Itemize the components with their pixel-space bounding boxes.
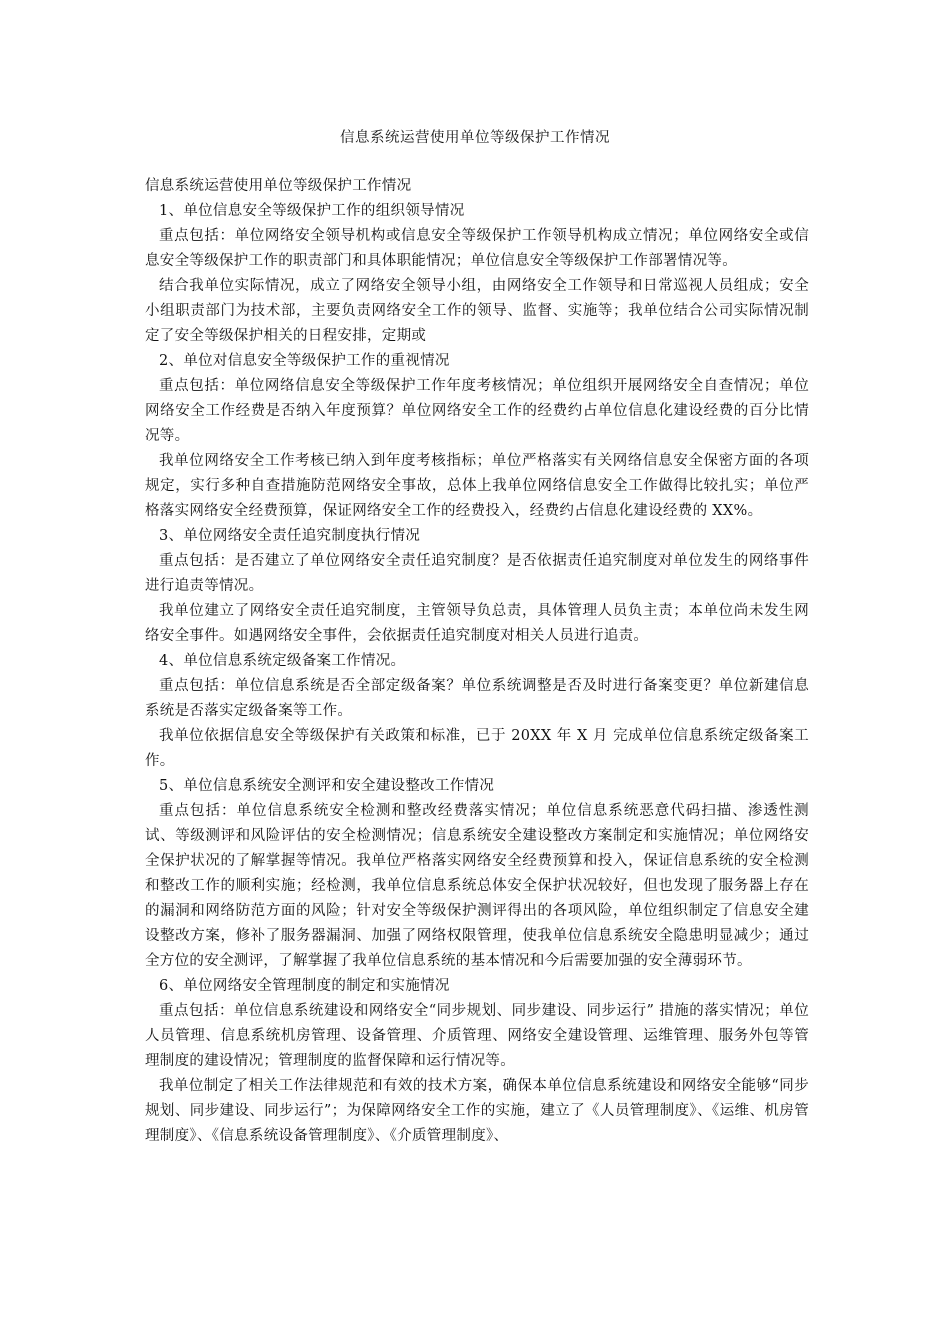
section-6-key-points: 重点包括：单位信息系统建设和网络安全“同步规划、同步建设、同步运行” 措施的落实情况；单位人员管理、信息系统机房管理、设备管理、介质管理、网络安全建设管理、运维管理、服务外包等管理制度的建设情况；管理制度的监督保障和运行情况等。 bbox=[145, 1003, 809, 1069]
body-paragraph-heading: 信息系统运营使用单位等级保护工作情况 bbox=[145, 178, 412, 194]
document-body bbox=[145, 174, 809, 1149]
section-heading-3: 3、单位网络安全责任追究制度执行情况 bbox=[159, 528, 421, 544]
section-4-key-points: 重点包括：单位信息系统是否全部定级备案？单位系统调整是否及时进行备案变更？单位新建信息系统是否落实定级备案等工作。 bbox=[145, 678, 809, 719]
document-title: 信息系统运营使用单位等级保护工作情况 bbox=[340, 130, 610, 146]
section-4-response: 我单位依据信息安全等级保护有关政策和标准，已于 20XX 年 X 月 完成单位信息系统定级备案工作。 bbox=[145, 728, 809, 769]
section-heading-2: 2、单位对信息安全等级保护工作的重视情况 bbox=[159, 353, 450, 369]
section-3-response: 我单位建立了网络安全责任追究制度，主管领导负总责，具体管理人员负主责；本单位尚未发生网络安全事件。如遇网络安全事件，会依据责任追究制度对相关人员进行追责。 bbox=[145, 603, 809, 644]
section-2-response: 我单位网络安全工作考核已纳入到年度考核指标；单位严格落实有关网络信息安全保密方面的各项规定，实行多种自查措施防范网络安全事故，总体上我单位网络信息安全工作做得比较扎实；单位严格落实网络安全经费预算，保证网络安全工作的经费投入，经费约占信息化建设经费的 XX%。 bbox=[145, 453, 809, 519]
section-heading-4: 4、单位信息系统定级备案工作情况。 bbox=[159, 653, 406, 669]
section-heading-5: 5、单位信息系统安全测评和安全建设整改工作情况 bbox=[159, 778, 495, 794]
section-1-key-points: 重点包括：单位网络安全领导机构或信息安全等级保护工作领导机构成立情况；单位网络安全或信息安全等级保护工作的职责部门和具体职能情况；单位信息安全等级保护工作部署情况等。 bbox=[145, 228, 809, 269]
section-1-response: 结合我单位实际情况，成立了网络安全领导小组，由网络安全工作领导和日常巡视人员组成；安全小组职责部门为技术部，主要负责网络安全工作的领导、监督、实施等；我单位结合公司实际情况制定了安全等级保护相关的日程安排，定期或 bbox=[145, 278, 809, 344]
section-5-key-points: 重点包括：单位信息系统安全检测和整改经费落实情况；单位信息系统恶意代码扫描、渗透性测试、等级测评和风险评估的安全检测情况；信息系统安全建设整改方案制定和实施情况；单位网络安全保护状况的了解掌握等情况。我单位严格落实网络安全经费预算和投入，保证信息系统的安全检测和整改工作的顺利实施；经检测，我单位信息系统总体安全保护状况较好，但也发现了服务器上存在的漏洞和网络防范方面的风险；针对安全等级保护测评得出的各项风险，单位组织制定了信息安全建设整改方案，修补了服务器漏洞、加强了网络权限管理，使我单位信息系统安全隐患明显减少；通过全方位的安全测评，了解掌握了我单位信息系统的基本情况和今后需要加强的安全薄弱环节。 bbox=[145, 803, 809, 969]
section-2-key-points: 重点包括：单位网络信息安全等级保护工作年度考核情况；单位组织开展网络安全自查情况；单位网络安全工作经费是否纳入年度预算？单位网络安全工作的经费约占单位信息化建设经费的百分比情况等。 bbox=[145, 378, 809, 444]
section-heading-6: 6、单位网络安全管理制度的制定和实施情况 bbox=[159, 978, 450, 994]
section-3-key-points: 重点包括：是否建立了单位网络安全责任追究制度？是否依据责任追究制度对单位发生的网络事件进行追责等情况。 bbox=[145, 553, 809, 594]
section-heading-1: 1、单位信息安全等级保护工作的组织领导情况 bbox=[159, 203, 465, 219]
section-6-response: 我单位制定了相关工作法律规范和有效的技术方案，确保本单位信息系统建设和网络安全能够“同步规划、同步建设、同步运行”；为保障网络安全工作的实施，建立了《人员管理制度》、《运维、机房管理制度》、《信息系统设备管理制度》、《介质管理制度》、 bbox=[145, 1078, 809, 1144]
